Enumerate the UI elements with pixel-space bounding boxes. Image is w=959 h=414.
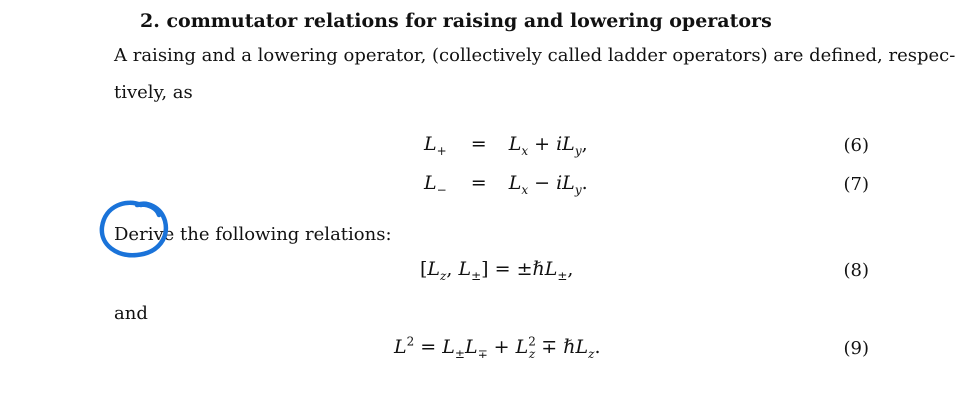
section-heading: 2. commutator relations for raising and lowering operators: [140, 10, 772, 32]
equation-7-number: (7): [843, 174, 869, 195]
intro-line-2: tively, as: [114, 82, 193, 103]
equation-9-number: (9): [843, 338, 869, 359]
derive-rest: the following relations:: [174, 224, 392, 245]
derive-line: [114, 224, 392, 245]
equation-9: $L^2 = L_\pm L_\mp + L^2_z$ ∓ ℏL$_z$.: [394, 334, 601, 361]
and-text: and: [114, 303, 148, 324]
equation-6-number: (6): [843, 135, 869, 156]
equation-8: [$L_z$, $L_\pm$] = ±ℏL$_\pm$,: [420, 258, 574, 283]
equation-8-number: (8): [843, 260, 869, 281]
equation-7: $L_- = L_x - iL_y$.: [424, 172, 588, 197]
intro-line-1: A raising and a lowering operator, (collectively called ladder operators) are defined, respec-: [114, 45, 956, 66]
derive-word: Derive: [114, 224, 175, 245]
equation-6: $L_+ = L_x + iL_y$,: [424, 133, 588, 158]
